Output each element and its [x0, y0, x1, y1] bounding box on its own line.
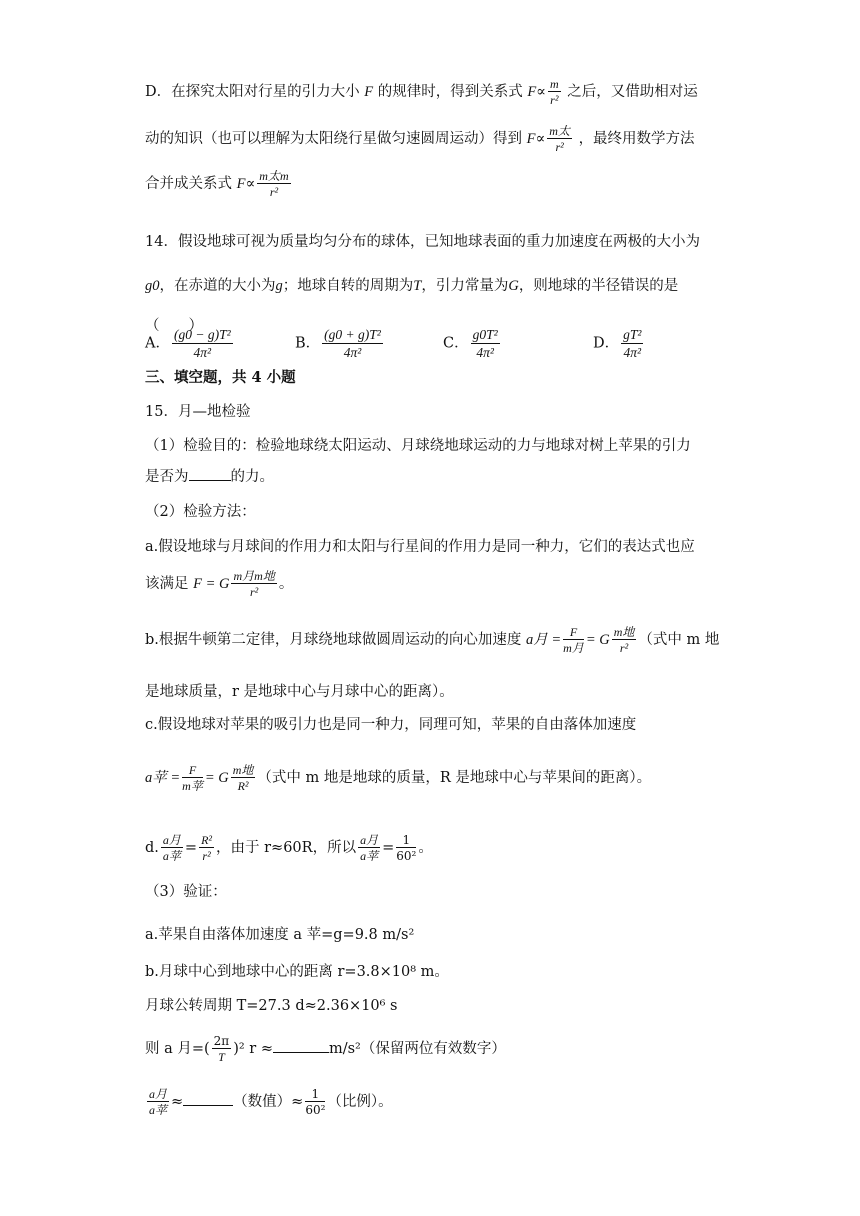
fraction: $\frac{\text{m太m}}{\text{r²}}$	[259, 169, 289, 199]
q15-b-line2: 是地球质量，r 是地球中心与月球中心的距离）。	[145, 684, 454, 700]
fraction: $\frac{F}{\text{m苹}}$	[182, 763, 203, 793]
q15-d-line: d. $\frac{\text{a月}}{\text{a苹}}$ = $\frac{\text{R²}}{\text{r²}}$ ，由于 r≈60R，所以 $\frac{\text{a月}}{\text{a苹}}$ = $\frac{1}{\text{60²}}$ 。	[145, 833, 433, 863]
q15-a-line1: a.假设地球与月球间的作用力和太阳与行星间的作用力是同一种力，它们的表达式也应	[145, 539, 695, 555]
fraction: $\frac{\text{a月}}{\text{a苹}}$	[149, 1087, 168, 1117]
q15-c-line2: a苹 = $\frac{F}{\text{m苹}}$ = G $\frac{\text{m地}}{\text{R²}}$ （式中 m 地是地球的质量，R 是地球中心与苹果间的距离）。	[145, 763, 652, 793]
question-14-paren: （ ）	[145, 318, 203, 334]
q15-verify-period: 月球公转周期 T=27.3 d≈2.36×10⁶ s	[145, 998, 398, 1014]
question-14-line2: g0，在赤道的大小为g；地球自转的周期为T，引力常量为G，则地球的半径错误的是	[145, 278, 679, 294]
option-d-line3: 合并成关系式 F∝ $\frac{\text{m太m}}{\text{r²}}$	[145, 169, 289, 199]
q15-part3-label: （3）验证：	[145, 884, 227, 900]
q15-verify-b: b.月球中心到地球中心的距离 r=3.8×10⁸ m。	[145, 964, 449, 980]
fraction: $\frac{\text{(g0 + g)T²}}{\text{4π²}}$	[324, 327, 381, 360]
section-heading: 三、填空题，共 4 小题	[145, 369, 296, 386]
q15-part1-line2: 是否为 的力。	[145, 466, 274, 487]
fraction: $\frac{\text{m太}}{\text{r²}}$	[549, 124, 570, 154]
fraction: $\frac{\text{R²}}{\text{r²}}$	[201, 833, 213, 863]
answer-blank[interactable]	[183, 1091, 233, 1106]
fraction: $\frac{\text{(g0 − g)T²}}{\text{4π²}}$	[173, 327, 231, 360]
q15-verify-acc: 则 a 月=( $\frac{2\pi}{T}$ )² r ≈ m/s²（保留两位有效数字）	[145, 1034, 506, 1064]
q15-part2-label: （2）检验方法：	[145, 504, 256, 520]
q15-b-line1: b.根据牛顿第二定律，月球绕地球做圆周运动的向心加速度 a月 = $\frac{F}{\text{m月}}$ = G $\frac{\text{m地}}{\text{r²}}$ （式中 m 地	[145, 625, 720, 655]
fraction: $\frac{\text{g0T²}}{\text{4π²}}$	[472, 327, 498, 360]
fraction: $\frac{\text{gT²}}{\text{4π²}}$	[623, 327, 642, 360]
fraction: $\frac{F}{\text{m月}}$	[563, 625, 584, 655]
fraction: $\frac{2\pi}{T}$	[213, 1034, 230, 1064]
q15-c-line1: c.假设地球对苹果的吸引力也是同一种力，同理可知，苹果的自由落体加速度	[145, 717, 637, 733]
q15-verify-a: a.苹果自由落体加速度 a 苹=g=9.8 m/s²	[145, 927, 415, 943]
option-d-line1: D．在探究太阳对行星的引力大小 F 的规律时，得到关系式 F∝ $\frac{m}{\text{r²}}$ 之后，又借助相对运	[145, 77, 698, 107]
fraction: $\frac{m}{\text{r²}}$	[549, 77, 559, 107]
fraction: $\frac{\text{m月m地}}{\text{r²}}$	[233, 569, 275, 599]
q15-ratio: $\frac{\text{a月}}{\text{a苹}}$ ≈ （数值）≈ $\frac{1}{\text{60²}}$ （比例）。	[149, 1087, 393, 1117]
fraction: $\frac{1}{\text{60²}}$	[396, 833, 417, 863]
option-d[interactable]: D． $\frac{\text{gT²}}{\text{4π²}}$	[593, 327, 642, 360]
option-a[interactable]: A． $\frac{\text{(g0 − g)T²}}{\text{4π²}}$	[145, 327, 231, 360]
fraction: $\frac{\text{m地}}{\text{r²}}$	[613, 625, 635, 655]
q15-part1-line1: （1）检验目的：检验地球绕太阳运动、月球绕地球运动的力与地球对树上苹果的引力	[145, 438, 691, 454]
fraction: $\frac{\text{a月}}{\text{a苹}}$	[360, 833, 379, 863]
fraction: $\frac{\text{m地}}{\text{R²}}$	[232, 763, 254, 793]
question-14-line1: 14．假设地球可视为质量均匀分布的球体，已知地球表面的重力加速度在两极的大小为	[145, 234, 700, 250]
fraction: $\frac{\text{a月}}{\text{a苹}}$	[162, 833, 181, 863]
option-d-line2: 动的知识（也可以理解为太阳绕行星做匀速圆周运动）得到 F∝ $\frac{\text{m太}}{\text{r²}}$ ，最终用数学方法	[145, 124, 695, 154]
option-c[interactable]: C． $\frac{\text{g0T²}}{\text{4π²}}$	[443, 327, 498, 360]
fraction: $\frac{1}{\text{60²}}$	[305, 1087, 326, 1117]
answer-blank[interactable]	[273, 1038, 329, 1053]
q15-a-line2: 该满足 F = G $\frac{\text{m月m地}}{\text{r²}}$ 。	[145, 569, 294, 599]
answer-blank[interactable]	[189, 466, 231, 481]
question-15-title: 15．月—地检验	[145, 404, 251, 420]
option-b[interactable]: B． $\frac{\text{(g0 + g)T²}}{\text{4π²}}$	[295, 327, 381, 360]
